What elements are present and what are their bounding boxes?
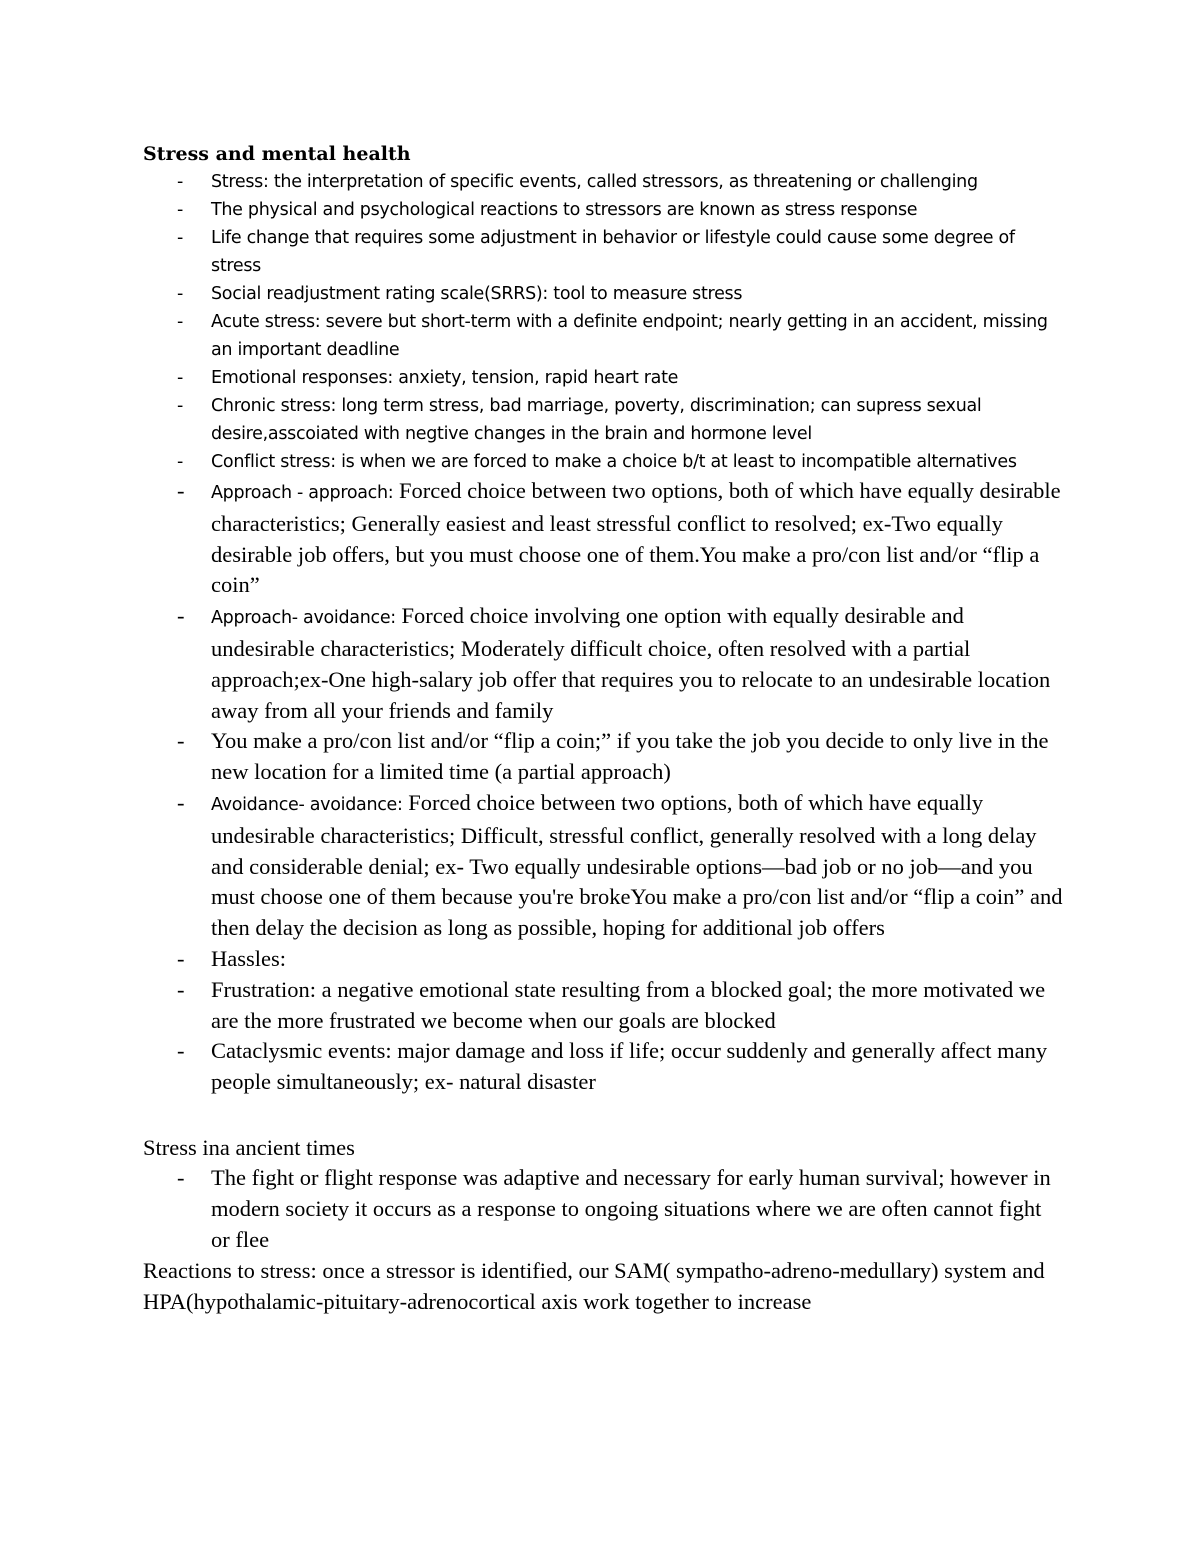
list-item-approach-approach [143,476,1063,601]
section-title-stress-mental-health: Stress and mental health [143,143,411,165]
list-item: - Chronic stress: long term stress, bad marriage, poverty, discrimination; can supress sexual desire,asscoiated with negtive changes in the brain and hormone level [143,392,1063,448]
list-item-text: Forced choice involving one option with equally desirable and undesirable characteristics; Moderately difficult choice, often resolved with a partial approach;ex-One high-salary job offer that requires you to relocate to an undesirable location away from all your friends and family [211,603,1051,723]
ancient-times-list [143,1163,1063,1255]
list-item: - The physical and psychological reactions to stressors are known as stress response [143,196,1063,224]
spacer [143,1098,1063,1132]
list-item: - Stress: the interpretation of specific events, called stressors, as threatening or challenging [143,168,1063,196]
list-item: - Life change that requires some adjustment in behavior or lifestyle could cause some degree of stress [143,224,1063,280]
list-item-text: Forced choice between two options, both of which have equally desirable characteristics; Generally easiest and least stressful conflict to resolved; ex-Two equally desirable job offers, but you must choose one of them.You make a pro/con list and/or “flip a coin” [211,478,1061,598]
list-item-approach-avoidance [143,601,1063,726]
list-item: - Acute stress: severe but short-term with a definite endpoint; nearly getting in an accident, missing an important deadline [143,308,1063,364]
list-item: - Emotional responses: anxiety, tension, rapid heart rate [143,364,1063,392]
document-page [143,140,1063,1317]
list-item-cataclysmic-events: - Cataclysmic events: major damage and loss if life; occur suddenly and generally affect many people simultaneously; ex- natural disaster [143,1036,1063,1098]
list-item-hassles: - Hassles: [143,944,1063,975]
list-item-lead: Avoidance- avoidance: [211,794,403,815]
list-item: - Conflict stress: is when we are forced to make a choice b/t at least to incompatible alternatives [143,448,1063,476]
list-item-text: Forced choice between two options, both of which have equally undesirable characteristics; Difficult, stressful conflict, generally resolved with a long delay and considerable denial; ex- Two equally undesirable options—bad job or no job—and you must choose one of them because you're brokeYou make a pro/con list and/or “flip a coin” and then delay the decision as long as possible, hoping for additional job offers [211,789,1063,941]
stress-bullet-list [143,168,1063,1098]
list-item-frustration: - Frustration: a negative emotional state resulting from a blocked goal; the more motivated we are the more frustrated we become when our goals are blocked [143,975,1063,1037]
list-item-lead: Approach - approach: [211,483,394,503]
reactions-to-stress-paragraph: Reactions to stress: once a stressor is identified, our SAM( sympatho-adreno-medullary) system and HPA(hypothalamic-pituitary-adrenocortical axis work together to increase [143,1258,1045,1315]
list-item-fight-or-flight: - The fight or flight response was adaptive and necessary for early human survival; however in modern society it occurs as a response to ongoing situations where we are often cannot fight or flee [143,1163,1063,1255]
section-title-ancient-times: Stress ina ancient times [143,1134,355,1160]
list-item: - You make a pro/con list and/or “flip a coin;” if you take the job you decide to only live in the new location for a limited time (a partial approach) [143,726,1063,788]
list-item-avoidance-avoidance [143,788,1063,944]
list-item-lead: Approach- avoidance: [211,608,396,629]
list-item: - Social readjustment rating scale(SRRS): tool to measure stress [143,280,1063,308]
